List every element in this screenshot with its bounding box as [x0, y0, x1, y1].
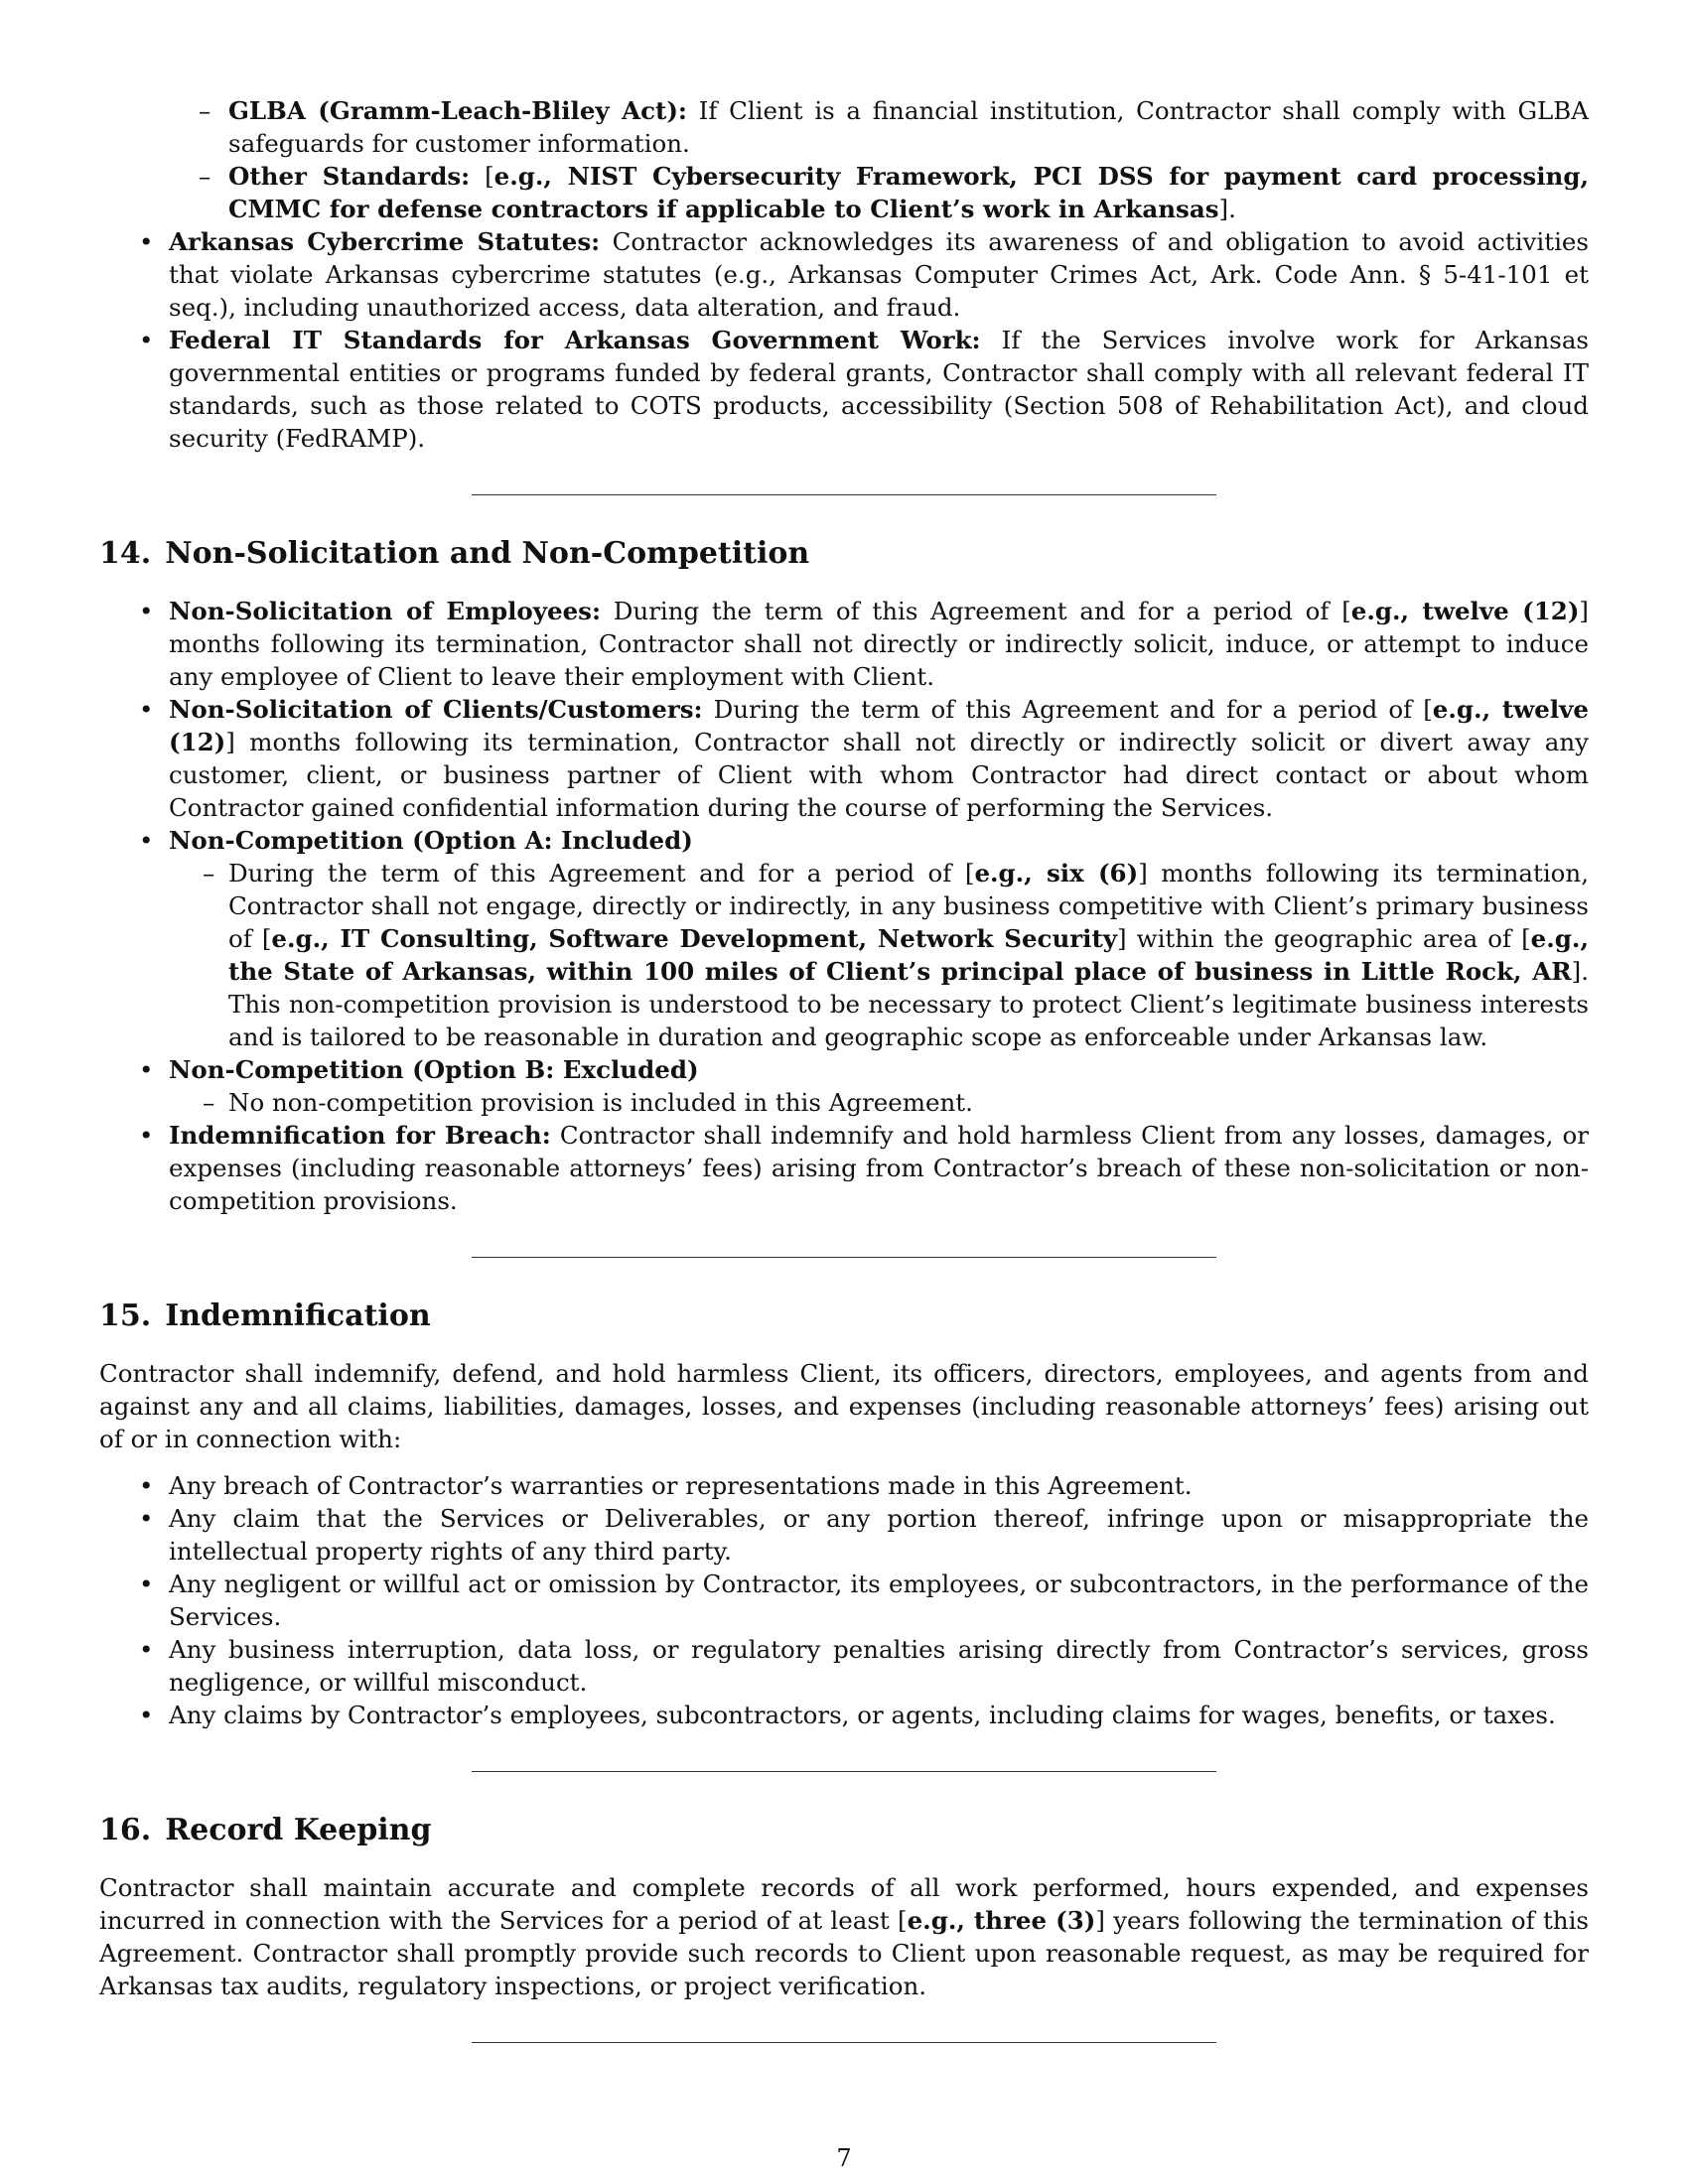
section-divider — [472, 1257, 1216, 1258]
list-item-non-competition-option-a — [99, 824, 1589, 1053]
sublist-item — [169, 857, 1589, 1053]
item-label: Non-Competition (Option A: Included) — [169, 826, 693, 855]
item-text: During the term of this Agreement and for a period of [ — [228, 859, 975, 887]
item-label: GLBA (Gramm-Leach-Bliley Act): — [228, 96, 687, 125]
list-item-other-standards — [99, 160, 1589, 225]
item-text: ] months following its termination, Contractor shall not directly or indirectly solicit, induce, or attempt to induce any employee of Client to leave their employment with Client. — [169, 597, 1589, 691]
section-heading-15 — [99, 1297, 1589, 1335]
section15-list — [99, 1469, 1589, 1731]
list-item: • Any breach of Contractor’s warranties or representations made in this Agreement. — [99, 1469, 1589, 1502]
option-a-sublist — [169, 857, 1589, 1053]
sublist-item: – No non-competition provision is included in this Agreement. — [169, 1086, 1589, 1119]
section-divider — [472, 1771, 1216, 1772]
standards-sublist — [99, 94, 1589, 225]
item-text: If Client is a financial institution, Contractor shall comply with GLBA safeguards for customer information. — [228, 96, 1589, 158]
section-title: Record Keeping — [165, 1813, 432, 1847]
placeholder-text: e.g., IT Consulting, Software Development, Network Security — [271, 924, 1118, 953]
list-item-indemnification-for-breach — [99, 1119, 1589, 1217]
item-label: Arkansas Cybercrime Statutes: — [169, 227, 601, 256]
section-title: Indemnification — [165, 1298, 431, 1333]
document-page — [99, 94, 1589, 2083]
list-item: • Any negligent or willful act or omission by Contractor, its employees, or subcontractors, in the performance of the Services. — [99, 1568, 1589, 1633]
section-divider — [472, 494, 1216, 495]
placeholder-text: e.g., three (3) — [907, 1906, 1096, 1935]
item-label: Federal IT Standards for Arkansas Government Work: — [169, 326, 981, 354]
section-number: 15. — [99, 1298, 152, 1333]
item-text: Contractor acknowledges its awareness of and obligation to avoid activities that violate Arkansas cybercrime statutes (e.g., Arkansas Computer Crimes Act, Ark. Code Ann. § 5-41-101 et seq.), including unauthorized access, data alteration, and fraud. — [169, 227, 1589, 322]
list-item-glba — [99, 94, 1589, 160]
item-text: Contractor shall maintain accurate and complete records of all work performed, hours expended, and expenses incurred in connection with the Services for a period of at least [ — [99, 1873, 1589, 1935]
item-label: Indemnification for Breach: — [169, 1121, 551, 1150]
item-text: ]. This non-competition provision is understood to be necessary to protect Client’s legitimate business interests and is tailored to be reasonable in duration and geographic scope as enforceable under Arkansas law. — [228, 957, 1589, 1051]
placeholder-text: e.g., twelve (12) — [169, 695, 1589, 756]
item-label: Non-Solicitation of Employees: — [169, 597, 602, 625]
list-item: • Any claims by Contractor’s employees, subcontractors, or agents, including claims for wages, benefits, or taxes. — [99, 1699, 1589, 1731]
section-title: Non-Solicitation and Non-Competition — [165, 536, 810, 571]
item-label: Non-Solicitation of Clients/Customers: — [169, 695, 703, 724]
item-text: If the Services involve work for Arkansas governmental entities or programs funded by federal grants, Contractor shall comply with all relevant federal IT standards, such as those related to COTS products, accessibility (Section 508 of Rehabilitation Act), and cloud security (FedRAMP). — [169, 326, 1589, 453]
item-text: ] months following its termination, Contractor shall not directly or indirectly solicit or divert away any customer, client, or business partner of Client with whom Contractor had direct contact or about whom Contractor gained confidential information during the course of performing the Services. — [169, 728, 1589, 822]
section-number: 14. — [99, 536, 152, 571]
section-divider — [472, 2042, 1216, 2043]
section15-intro: Contractor shall indemnify, defend, and hold harmless Client, its officers, directors, employees, and agents from and against any and all claims, liabilities, damages, losses, and expenses (including reasonable attorneys’ fees) arising out of or in connection with: — [99, 1359, 1589, 1453]
list-item-non-solicitation-employees — [99, 595, 1589, 693]
section14-list — [99, 595, 1589, 1217]
placeholder-text: e.g., twelve (12) — [1350, 597, 1580, 625]
item-text: ] months following its termination, Contractor shall not engage, directly or indirectly, in any business competitive with Client’s primary business of [ — [228, 859, 1589, 953]
list-item-non-competition-option-b — [99, 1053, 1589, 1119]
section16-body — [99, 1871, 1589, 2002]
item-label: Non-Competition (Option B: Excluded) — [169, 1055, 699, 1084]
item-label: Other Standards: — [228, 162, 471, 191]
item-text: ] within the geographic area of [ — [1117, 924, 1531, 953]
section-heading-16 — [99, 1812, 1589, 1849]
item-text: [ — [470, 162, 494, 191]
option-b-sublist — [169, 1086, 1589, 1119]
list-item: • Any business interruption, data loss, or regulatory penalties arising directly from Contractor’s services, gross negligence, or willful misconduct. — [99, 1633, 1589, 1699]
placeholder-text: e.g., six (6) — [974, 859, 1139, 887]
section-heading-14 — [99, 535, 1589, 573]
page-number: 7 — [836, 2144, 852, 2172]
placeholder-text: e.g., NIST Cybersecurity Framework, PCI DSS for payment card processing, CMMC for defense contractors if applicable to Client’s work in Arkansas — [228, 162, 1589, 223]
list-item-federal-it-standards — [99, 324, 1589, 455]
section-number: 16. — [99, 1813, 152, 1847]
section13-list — [99, 225, 1589, 455]
item-text: Contractor shall indemnify and hold harmless Client from any losses, damages, or expenses (including reasonable attorneys’ fees) arising from Contractor’s breach of these non-solicitation or non-competition provisions. — [169, 1121, 1589, 1215]
item-text: During the term of this Agreement and for a period of [ — [601, 597, 1351, 625]
item-text: During the term of this Agreement and for a period of [ — [702, 695, 1433, 724]
placeholder-text: e.g., the State of Arkansas, within 100 miles of Client’s principal place of business in Little Rock, AR — [228, 924, 1589, 986]
list-item-non-solicitation-clients — [99, 693, 1589, 824]
item-text: ]. — [1218, 195, 1236, 223]
item-text: ] years following the termination of this Agreement. Contractor shall promptly provide such records to Client upon reasonable request, as may be required for Arkansas tax audits, regulatory inspections, or project verification. — [99, 1906, 1589, 2000]
list-item: • Any claim that the Services or Deliverables, or any portion thereof, infringe upon or misappropriate the intellectual property rights of any third party. — [99, 1502, 1589, 1568]
list-item-arkansas-cybercrime — [99, 225, 1589, 324]
